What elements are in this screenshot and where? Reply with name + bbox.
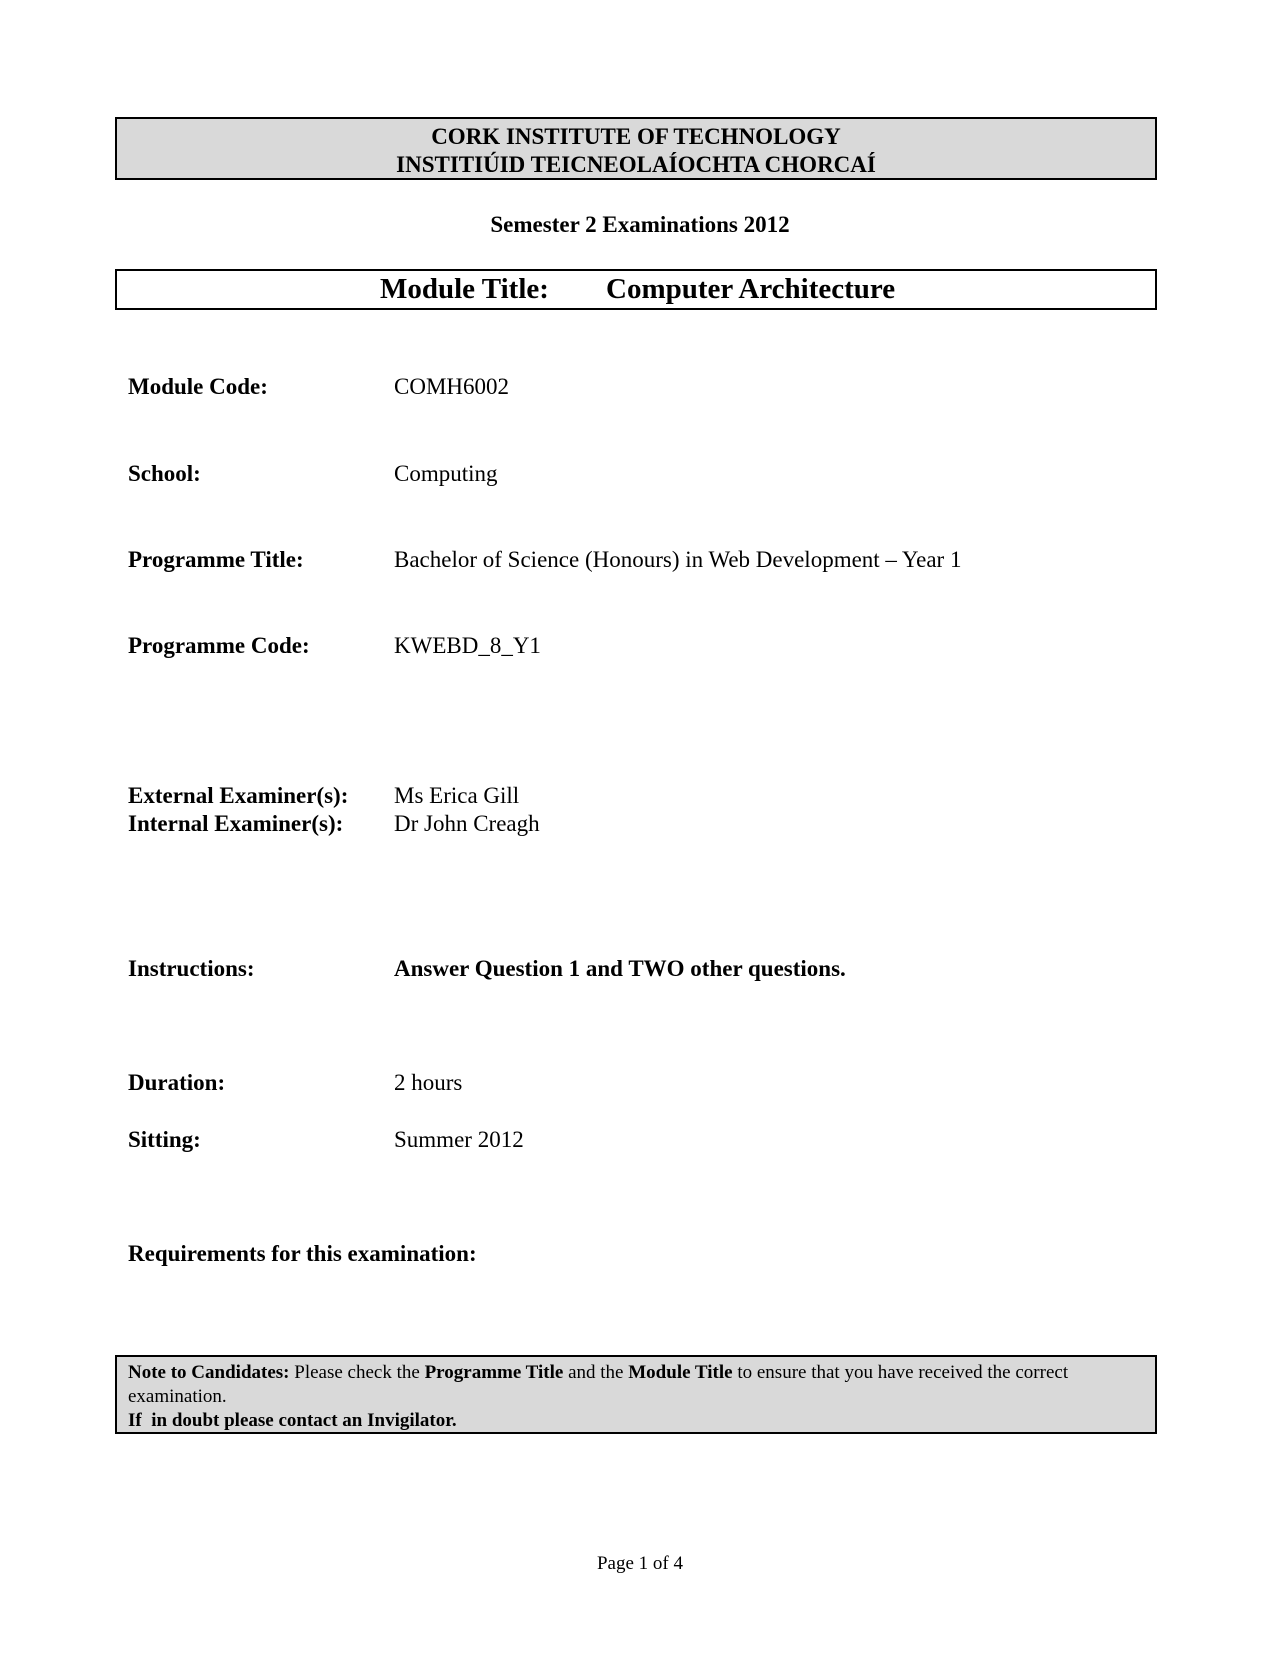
module-title-value: Computer Architecture	[606, 273, 896, 305]
note-text-2: and the	[563, 1362, 629, 1383]
note-lead: Note to Candidates:	[128, 1362, 290, 1383]
note-text-1: Please check the	[289, 1362, 425, 1383]
module-title-label: Module Title:	[380, 273, 549, 305]
module-title-box	[115, 269, 1157, 310]
module-code-value: COMH6002	[394, 374, 510, 399]
note-text-3: to ensure that you have received the correct examination.	[128, 1362, 1069, 1407]
institution-header	[115, 117, 1157, 180]
note-line-1	[128, 1361, 1144, 1409]
programme-code-label: Programme Code:	[128, 633, 310, 658]
duration-value: 2 hours	[394, 1070, 463, 1095]
module-code-label: Module Code:	[128, 374, 268, 399]
school-value: Computing	[394, 461, 498, 486]
programme-title-label: Programme Title:	[128, 547, 304, 572]
programme-title-value: Bachelor of Science (Honours) in Web Development – Year 1	[394, 547, 962, 572]
page-number: Page 1 of 4	[596, 1553, 683, 1574]
external-examiner-value: Ms Erica Gill	[394, 783, 520, 808]
duration-label: Duration:	[128, 1070, 226, 1095]
internal-examiner-label: Internal Examiner(s):	[128, 811, 344, 836]
sitting-label: Sitting:	[128, 1127, 201, 1152]
requirements-heading: Requirements for this examination:	[128, 1241, 477, 1266]
institution-name-irish: INSTITIÚID TEICNEOLAÍOCHTA CHORCAÍ	[396, 152, 876, 177]
programme-code-value: KWEBD_8_Y1	[394, 633, 541, 658]
note-to-candidates	[115, 1355, 1157, 1434]
internal-examiner-value: Dr John Creagh	[394, 811, 540, 836]
institution-name-english: CORK INSTITUTE OF TECHNOLOGY	[431, 124, 841, 149]
note-programme-title: Programme Title	[424, 1362, 564, 1383]
note-line-2	[128, 1409, 1144, 1433]
exam-semester: Semester 2 Examinations 2012	[490, 212, 790, 237]
external-examiner-label: External Examiner(s):	[128, 783, 349, 808]
sitting-value: Summer 2012	[394, 1127, 524, 1152]
note-invigilator: If in doubt please contact an Invigilator.	[128, 1410, 457, 1431]
note-module-title: Module Title	[628, 1362, 733, 1383]
school-label: School:	[128, 461, 201, 486]
instructions-value: Answer Question 1 and TWO other questions.	[394, 956, 846, 981]
instructions-label: Instructions:	[128, 956, 255, 981]
